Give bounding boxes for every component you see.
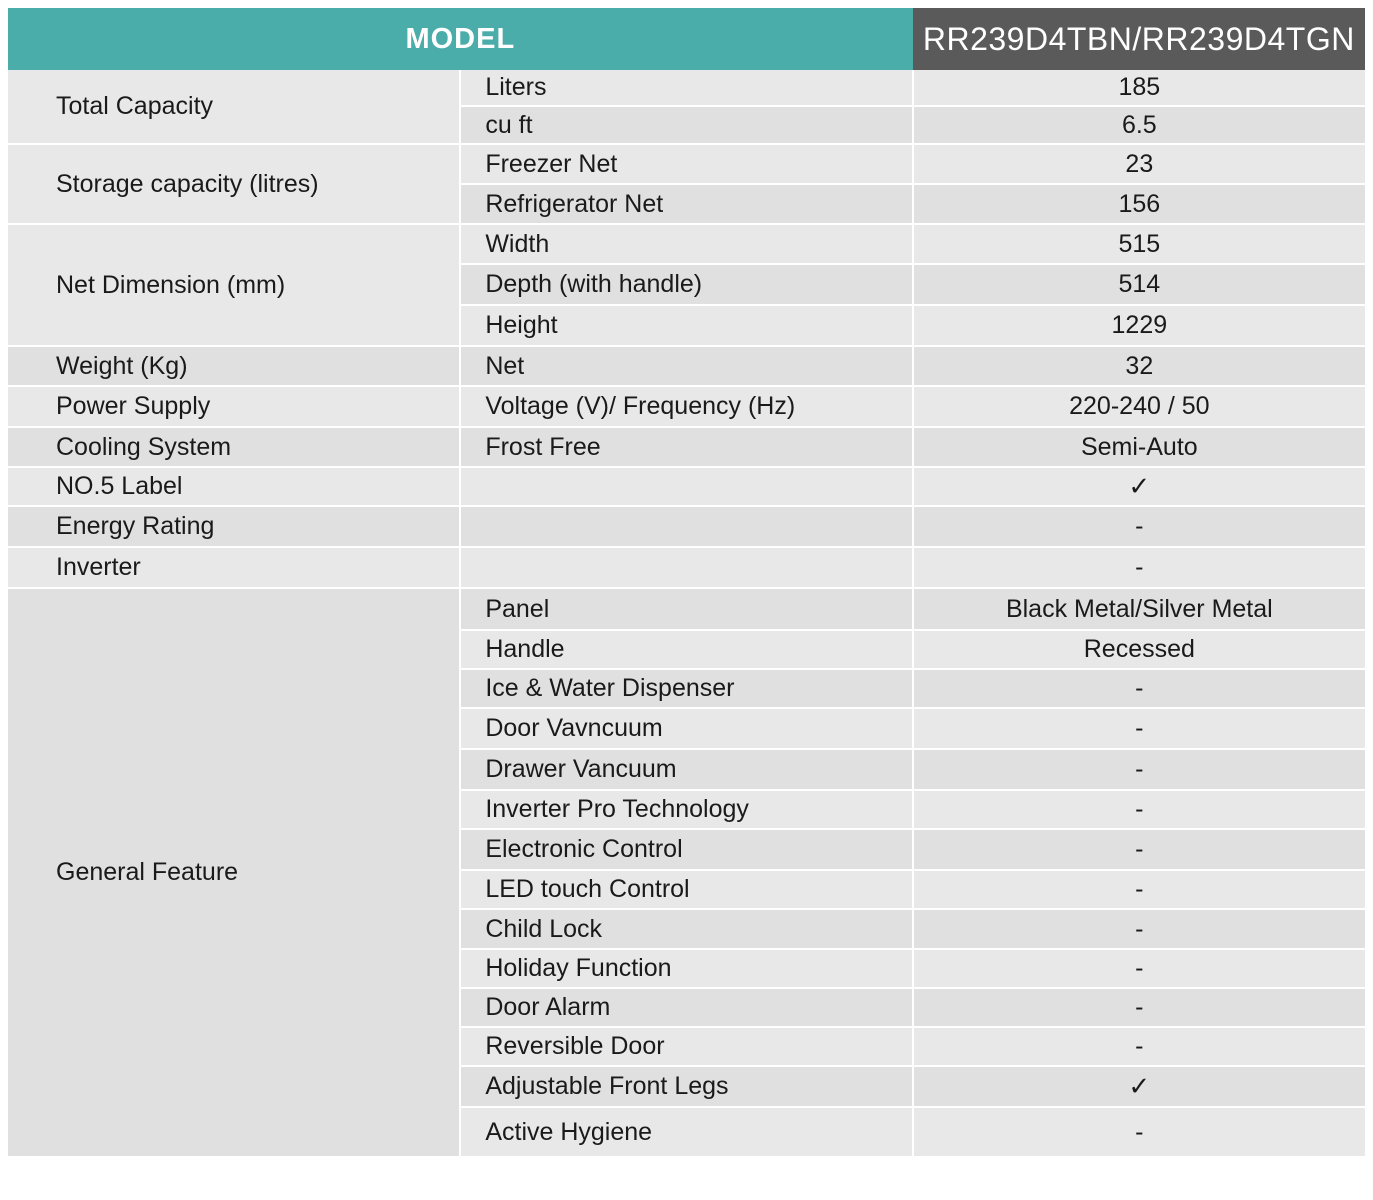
row-subitem-label: Panel [460,588,912,630]
row-subitem-label: Width [460,224,912,264]
row-value: Black Metal/Silver Metal [913,588,1365,630]
row-value: - [913,749,1365,790]
table-row [8,346,1365,386]
row-value: ✓ [913,1066,1365,1107]
row-subitem-label: Ice & Water Dispenser [460,669,912,708]
row-subitem-label: Active Hygiene [460,1107,912,1157]
row-subitem-label: Adjustable Front Legs [460,1066,912,1107]
row-value: - [913,790,1365,829]
row-subitem-label: Liters [460,70,912,106]
row-value: Recessed [913,630,1365,669]
table-header [8,8,1365,70]
row-category-label: Energy Rating [8,506,460,547]
row-value: - [913,1027,1365,1066]
table-row [8,224,1365,264]
row-category-label: Cooling System [8,427,460,467]
row-subitem-label: Reversible Door [460,1027,912,1066]
row-subitem-label: Frost Free [460,427,912,467]
specification-table [8,8,1365,1158]
row-subitem-label: Inverter Pro Technology [460,790,912,829]
row-value: - [913,988,1365,1027]
row-subitem-label [460,547,912,588]
table-row [8,467,1365,506]
row-value: 185 [913,70,1365,106]
row-value: 515 [913,224,1365,264]
header-model-code: RR239D4TBN/RR239D4TGN [913,8,1365,70]
row-category-label: Weight (Kg) [8,346,460,386]
header-model-label: MODEL [8,8,913,70]
row-subitem-label: Door Alarm [460,988,912,1027]
row-category-label: General Feature [8,588,460,1157]
row-value: 32 [913,346,1365,386]
row-value: Semi-Auto [913,427,1365,467]
row-category-label: Net Dimension (mm) [8,224,460,346]
row-subitem-label: Height [460,305,912,346]
row-category-label: Storage capacity (litres) [8,144,460,224]
row-value: - [913,708,1365,749]
row-subitem-label: cu ft [460,106,912,144]
row-value: 6.5 [913,106,1365,144]
row-value: 156 [913,184,1365,224]
row-value: - [913,547,1365,588]
row-subitem-label: Handle [460,630,912,669]
row-category-label: Total Capacity [8,70,460,144]
table-row [8,70,1365,106]
row-subitem-label: Refrigerator Net [460,184,912,224]
row-subitem-label: Holiday Function [460,949,912,988]
row-value: - [913,506,1365,547]
row-subitem-label: Drawer Vancuum [460,749,912,790]
table-row [8,427,1365,467]
row-value: 1229 [913,305,1365,346]
row-subitem-label: Electronic Control [460,829,912,870]
row-subitem-label [460,467,912,506]
table-row [8,144,1365,184]
row-value: ✓ [913,467,1365,506]
row-value: - [913,949,1365,988]
row-category-label: Power Supply [8,386,460,427]
row-subitem-label: Voltage (V)/ Frequency (Hz) [460,386,912,427]
table-row [8,386,1365,427]
row-category-label: NO.5 Label [8,467,460,506]
table-row [8,506,1365,547]
row-value: - [913,829,1365,870]
row-value: - [913,909,1365,949]
row-subitem-label: Net [460,346,912,386]
table-row [8,588,1365,630]
row-subitem-label: LED touch Control [460,870,912,909]
row-value: - [913,870,1365,909]
header-row [8,8,1365,70]
row-subitem-label: Door Vavncuum [460,708,912,749]
row-value: - [913,1107,1365,1157]
table-row [8,547,1365,588]
row-subitem-label: Depth (with handle) [460,264,912,305]
row-value: 514 [913,264,1365,305]
row-value: 23 [913,144,1365,184]
row-category-label: Inverter [8,547,460,588]
row-subitem-label [460,506,912,547]
row-subitem-label: Child Lock [460,909,912,949]
table-body [8,70,1365,1157]
row-value: - [913,669,1365,708]
row-value: 220-240 / 50 [913,386,1365,427]
row-subitem-label: Freezer Net [460,144,912,184]
